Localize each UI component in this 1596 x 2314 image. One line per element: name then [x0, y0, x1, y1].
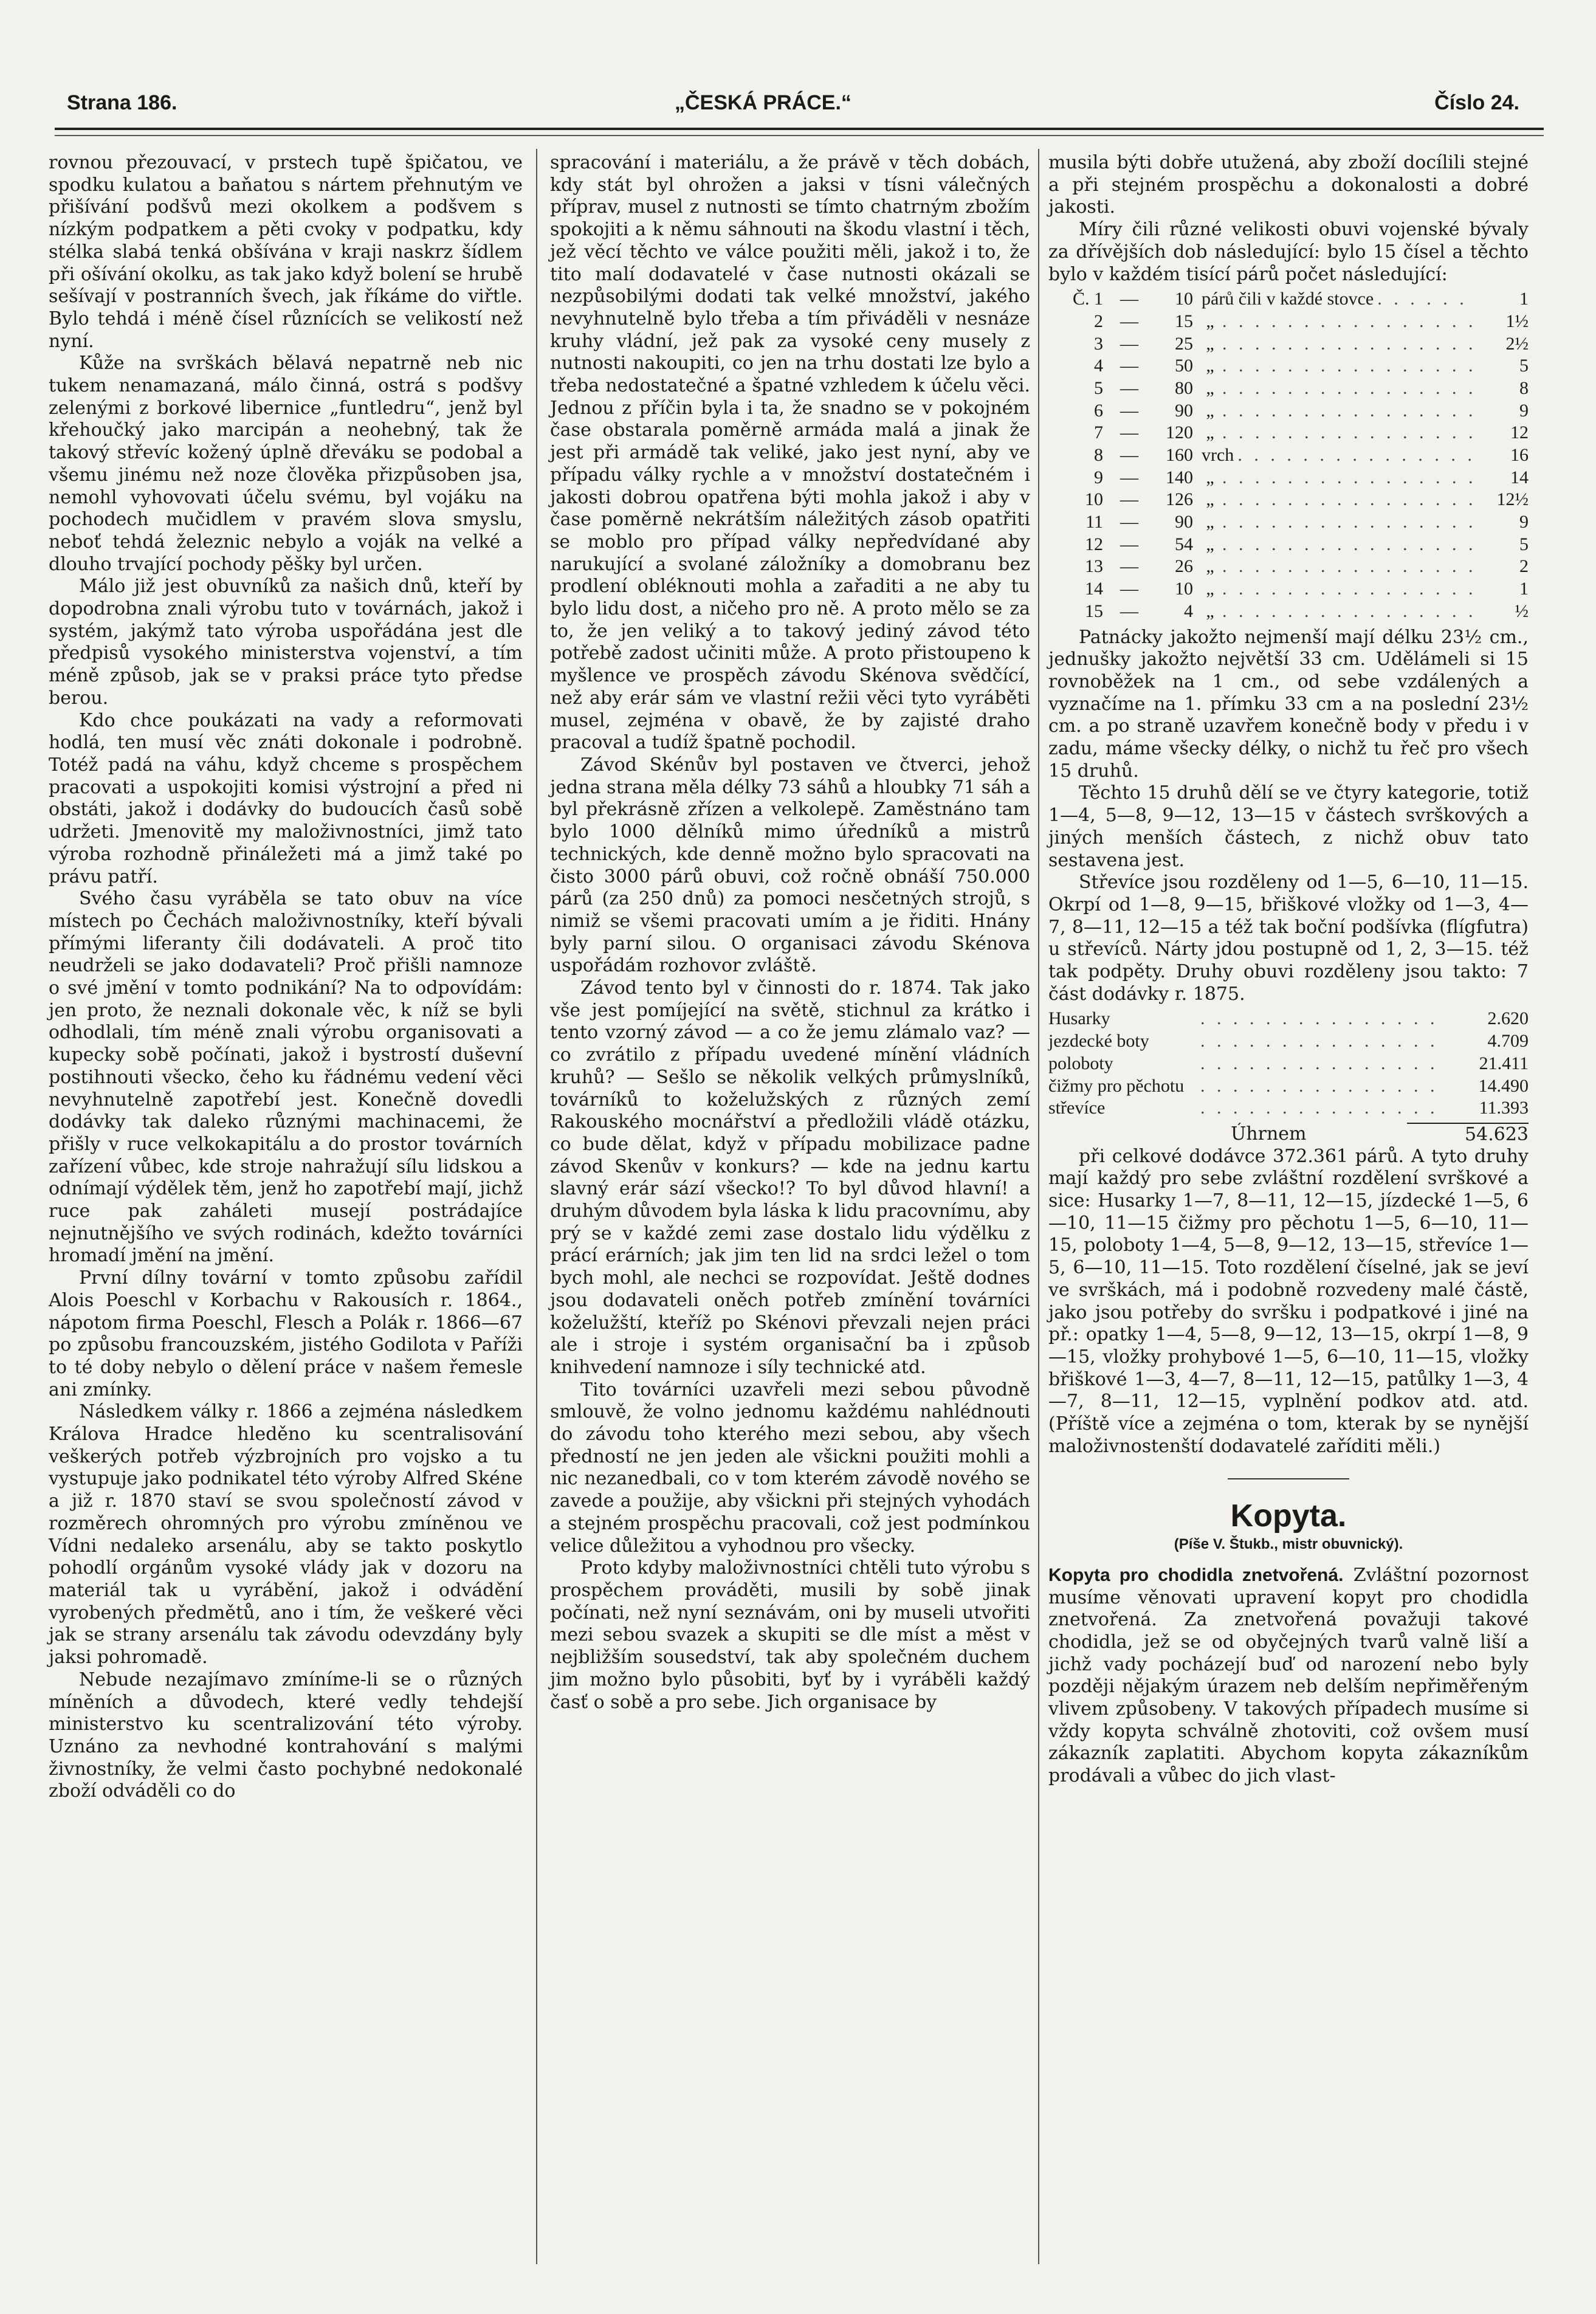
- size-number: 8: [1094, 445, 1103, 466]
- dash: —: [1120, 333, 1138, 354]
- per-hundred-value: 1: [1519, 579, 1529, 599]
- paragraph: Kůže na svrškách bělavá nepatrně neb nic tukem nenamazaná, málo činná, ostrá s podšvy zelenými z borkové libernice „funtledru“, jenž byl křehoučký jako marcipán a neohebný, tak že takový střevíc kožený úplně dřeváku se podobal a všemu jinému než noze člověka přizpůsoben jsa, nemohl vyhovovati účelu svému, byl vojáku na pochodech mučidlem v pravém slova smyslu, neboť tehdá železnic nebylo a voják na velké a dlouho trvající pochody pěšky byl určen.: [49, 353, 523, 575]
- per-hundred-value: 9: [1519, 400, 1529, 421]
- article-byline: (Píše V. Štukb., mistr obuvnický).: [1174, 1536, 1403, 1553]
- leader-dots: [1222, 556, 1474, 578]
- per-hundred-value: 2: [1519, 556, 1529, 577]
- ditto-mark: „: [1206, 377, 1214, 398]
- dash: —: [1120, 311, 1138, 331]
- dash: —: [1120, 422, 1138, 443]
- pair-count: 26: [1175, 556, 1193, 577]
- size-row: [1048, 489, 1529, 511]
- paragraph: musila býti dobře utužená, aby zboží docílili stejné a při stejném prospěchu a dokonalosti a dobré jakosti.: [1048, 152, 1529, 218]
- header-rule: [55, 128, 1544, 130]
- header-rule-thin: [55, 135, 1544, 136]
- paragraph: Proto kdyby maloživnostníci chtěli tuto výrobu s prospěchem prováděti, musili by sobě jinak počínati, než nyní seznávám, oni by museli utvořiti mezi sebou svazek a skupiti se dle míst a měst v nejbližším sousedství, tak aby společném duchem jim možno bylo působiti, byť by i vyráběli každý časť o sobě a pro sebe. Jich organisace by: [550, 1557, 1030, 1713]
- delivery-row: [1048, 1097, 1529, 1120]
- dash: —: [1120, 579, 1138, 599]
- ditto-mark: „: [1206, 467, 1214, 487]
- leader-dots: [1222, 467, 1474, 489]
- size-row: [1048, 534, 1529, 556]
- dash: —: [1120, 400, 1138, 421]
- delivery-row: [1048, 1008, 1529, 1030]
- section-divider: [1228, 1478, 1349, 1479]
- per-hundred-value: 1½: [1505, 311, 1529, 331]
- ditto-mark: „: [1206, 356, 1214, 376]
- page-header: [67, 91, 1519, 128]
- leader-dots: [1200, 1053, 1437, 1075]
- ditto-mark: „: [1206, 512, 1214, 532]
- size-number: Č. 1: [1072, 289, 1103, 309]
- leader-dots: [1222, 578, 1474, 601]
- pair-count: 80: [1175, 377, 1193, 398]
- size-row: [1048, 400, 1529, 422]
- footwear-type: jezdecké boty: [1048, 1031, 1149, 1052]
- pair-count: 140: [1166, 467, 1193, 487]
- dash: —: [1120, 489, 1138, 510]
- paragraph: Málo již jest obuvníků za našich dnů, kteří by dopodrobna znali výrobu tuto v továrnách, jakož i systém, jakýmž tato výroba uspořádána jest dle předpisů vysokého ministerstva vojenství, a tím méně způsob, jak se v praksi práce tyto předse berou.: [49, 576, 523, 709]
- leader-dots: [1200, 1097, 1437, 1120]
- leader-dots: [1222, 489, 1474, 511]
- article-title: Kopyta.: [1230, 1498, 1347, 1534]
- per-hundred-value: 12: [1510, 422, 1529, 443]
- size-number: 12: [1085, 534, 1103, 554]
- per-hundred-value: ½: [1515, 601, 1529, 621]
- pair-count: 120: [1166, 422, 1193, 443]
- size-row: [1048, 578, 1529, 601]
- paragraph: Následkem války r. 1866 a zejména následkem Králova Hradce hleděno ku scentralisování veškerých potřeb výzbrojních pro vojsko a tu vystupuje jako podnikatel této výroby Alfred Skéne a již r. 1870 staví se svou společností závod v rozměrech ohromných pro výrobu zmíněnou ve Vídni nedaleko arsenálu, aby se takto poskytlo pohodlí orgánům vysoké vlády jak v dozoru na materiál tak u vyrábění, jakož i odvádění vyrobených předmětů, ano i tím, že veškeré věci jak se strany arsenálu tak závodu odevzdány byly jaksi pohromadě.: [49, 1401, 523, 1668]
- size-row: [1048, 556, 1529, 578]
- dash: —: [1120, 601, 1138, 621]
- size-number: 4: [1094, 356, 1103, 376]
- paragraph: Nebude nezajímavo zmíníme-li se o různých míněních a důvodech, které vedly tehdejší ministerstvo ku scentralizování této výroby. Uznáno za nevhodné kontrahování s malými živnostníky, že velmi často pochybné nedokonalé zboží odváděli co do: [49, 1668, 523, 1802]
- delivery-row: [1048, 1030, 1529, 1053]
- size-row: [1048, 511, 1529, 534]
- size-row: [1048, 355, 1529, 377]
- size-number: 15: [1085, 601, 1103, 621]
- paragraph: Míry čili různé velikosti obuvi vojenské bývaly za dřívějších dob následující: bylo 15 čísel a těchto bylo v každém tisící párů počet následující:: [1048, 219, 1529, 285]
- leader-dots: [1222, 601, 1474, 623]
- paragraph: Závod Skénův byl postaven ve čtverci, jehož jedna strana měla délky 73 sáhů a hloubky 71 sáh a byl překrásně zřízen a velkolepě. Zaměstnáno tam bylo 1000 dělníků mimo úředníků a mistrů technických, kde denně možno bylo spracovati na čisto 3000 párů obuvi, což ročně obnáší 750.000 párů (za 250 dnů) za pomoci nesčetných strojů, s nimiž se všemi pracovati umím a je řiditi. Hnány byly parní silou. O organisaci závodu Skénova uspořádám rozhovor zvláště.: [550, 754, 1030, 977]
- pair-count: 11.393: [1479, 1098, 1529, 1118]
- column-3: [1048, 152, 1529, 1788]
- leader-dots: [1222, 355, 1474, 377]
- pair-count: 4: [1184, 601, 1193, 621]
- pair-count: 160: [1166, 445, 1193, 466]
- size-row: [1048, 333, 1529, 356]
- pair-count: 126: [1166, 489, 1193, 510]
- subheading: Kopyta pro chodidla znetvořená.: [1048, 1565, 1344, 1585]
- paragraph: rovnou přezouvací, v prstech tupě špičatou, ve spodku kulatou a baňatou s nártem přehnutým ve přišívání podšvů mezi okolkem a podšvem s nízkým podpatkem a pěti cvoky v podpatku, kdy stélka slabá tenká obšívána v kraji naskrz šídlem při ošívání okolku, as tak jako když bolení se hrubě sešívají v postranních švech, jak říkáme do viřtle. Bylo tehdá i méně čísel různících se velikostí než nyní.: [49, 152, 523, 352]
- leader-dots: [1200, 1008, 1437, 1030]
- footwear-type: čižmy pro pěchotu: [1048, 1075, 1185, 1096]
- pair-count: 2.620: [1487, 1008, 1529, 1029]
- paragraph: Patnácky jakožto nejmenší mají délku 23½ cm., jednušky jakožto největší 33 cm. Udělámeli si 15 rovnoběžek na 1 cm., od sebe vzdálených a vyznačíme na 1. přímku 33 cm a na poslední 23½ cm. a po straně uzavřem konečně body v předu i v zadu, máme všecky délky, o nichž tu řeč pro všech 15 druhů.: [1048, 626, 1529, 782]
- page-number: Strana 186.: [67, 91, 177, 114]
- ditto-mark: „: [1206, 556, 1214, 577]
- per-hundred-value: 8: [1519, 377, 1529, 398]
- paragraph: Těchto 15 druhů dělí se ve čtyry kategorie, totiž 1—4, 5—8, 9—12, 13—15 v částech svrškových a jiných menších částech, z nichž obuv tato sestavena jest.: [1048, 782, 1529, 871]
- paragraph: První dílny tovární v tomto způsobu zařídil Alois Poeschl v Korbachu v Rakousích r. 1864., nápotom firma Poeschl, Flesch a Polák r. 1866—67 po způsobu francouzském, jistého Godilota v Paříži to té doby nebylo o dělení práce v našem řemesle ani zmínky.: [49, 1267, 523, 1400]
- pair-count: 50: [1175, 356, 1193, 376]
- per-hundred-value: 5: [1519, 534, 1529, 554]
- size-number: 7: [1094, 422, 1103, 443]
- per-hundred-value: 16: [1510, 445, 1529, 466]
- leader-dots: [1200, 1030, 1437, 1053]
- footwear-type: střevíce: [1048, 1098, 1106, 1118]
- dash: —: [1120, 356, 1138, 376]
- leader-dots: [1222, 534, 1474, 556]
- delivery-total: [1048, 1123, 1529, 1146]
- size-number: 13: [1085, 556, 1103, 577]
- pair-count: 4.709: [1487, 1031, 1529, 1052]
- dash: —: [1120, 556, 1138, 577]
- delivery-row: [1048, 1075, 1529, 1098]
- per-hundred-value: 12½: [1496, 489, 1529, 510]
- pair-count: 90: [1175, 400, 1193, 421]
- size-note: vrch: [1202, 445, 1234, 466]
- size-row: [1048, 601, 1529, 623]
- leader-dots: [1377, 288, 1474, 311]
- leader-dots: [1222, 311, 1474, 333]
- paragraph: spracování i materiálu, a že právě v těch dobách, kdy stát byl ohrožen a jaksi v tísni válečných příprav, musel z nutnosti se tímto chatrným zbožím spokojiti a k němu sáhnouti na škodu vlastní i těch, jež věcí těchto ve válce použiti měli, jakož i to, že tito malí dodavatelé v čase nutnosti okázali se nezpůsobilými dodati tak velké množství, jakého nevyhnutelně bylo třeba a tím přiváděli v nesnáze kruhy vládní, jež pak za vysoké ceny musely z nutnosti nakoupiti, co jen na trhu dostati lze bylo a třeba nedostatečné a špatné vzhledem k účelu věci. Jednou z příčin byla i ta, že snadno se v pokojném čase obstarala poměrně armáda malá a jinak že jest při armádě tak veliké, jako jest nyní, aby ve případu války rychle a v množství dostatečném i jakosti dobrou opatřena býti mohla jakož i aby v čase poměrně nekrátším náležitých zásob opatřiti se moblo pro případ války nepředvídané aby narukující a svolané záložníky a domobranu bez prodlení obléknouti mohla a zařaditi a ne aby tu bylo lidu dost, a ničeho pro ně. A proto mělo se za to, že jen veliký a to takový jediný závod této potřebě zadost učiniti může. A proto přistoupeno k myšlence ve prospěch závodu Skénova svědčící, než aby erár sám ve vlastní režii věci tyto vyráběti musel, zejména v obavě, že by zajisté draho pracoval a tudíž špatně pochodil.: [550, 152, 1030, 754]
- per-hundred-value: 5: [1519, 356, 1529, 376]
- size-number: 3: [1094, 333, 1103, 354]
- size-number: 11: [1085, 512, 1103, 532]
- issue-number: Číslo 24.: [1434, 91, 1519, 114]
- size-number: 14: [1085, 579, 1103, 599]
- size-row: [1048, 311, 1529, 333]
- dash: —: [1120, 445, 1138, 466]
- ditto-mark: „: [1206, 601, 1214, 621]
- footwear-type: Husarky: [1048, 1008, 1110, 1029]
- size-table: [1048, 288, 1529, 622]
- ditto-mark: „: [1206, 311, 1214, 331]
- size-row: [1048, 288, 1529, 311]
- column-separator-1: [536, 149, 537, 2264]
- pair-count: 21.411: [1479, 1053, 1529, 1073]
- leader-dots: [1200, 1075, 1437, 1098]
- ditto-mark: „: [1206, 422, 1214, 443]
- total-value: 54.623: [1407, 1123, 1529, 1146]
- leader-dots: [1237, 444, 1474, 467]
- size-row: [1048, 467, 1529, 489]
- paragraph-with-subheading: [1048, 1565, 1529, 1788]
- dash: —: [1120, 467, 1138, 487]
- pair-count: 90: [1175, 512, 1193, 532]
- paragraph: Závod tento byl v činnosti do r. 1874. Tak jako vše jest pomíjející na světě, stichnul za krátko i tento vzorný závod — a co že jemu zlámalo vaz? — co zvrátilo z případu uvedené mínění vládních kruhů? — Sešlo se několik velkých průmyslníků, továrníků to koželužských z různých zemí Rakouského mocnářství a předložili vládě otázku, co bude dělat, když v případu mobilizace padne závod Skenův v konkurs? — kde na jednu kartu slavný erár sází všecko!? To byl důvod hlavní! a druhým důvodem byla láska k lidu pracovnímu, aby prý se v každé zemi zase dostalo lidu výdělku z prácí erárních; jak jim ten lid na srdci ležel o tom bych mohl, ale nechci se rozpovídat. Ještě dodnes jsou dodavateli oněch potřeb zmínění továrníci koželužští, kteříž po Skénovi převzali nejen práci ale i stroje i systém organisační ba i způsob knihvedení namnoze i síly technické atd.: [550, 977, 1030, 1378]
- size-row: [1048, 422, 1529, 444]
- size-number: 5: [1094, 377, 1103, 398]
- ditto-mark: „: [1206, 400, 1214, 421]
- column-separator-2: [1038, 149, 1039, 2264]
- pair-count: 10: [1175, 289, 1193, 309]
- paragraph: Svého času vyráběla se tato obuv na více místech po Čechách maloživnostníky, kteří bývali přímými liferanty čili dodávateli. A proč tito neudrželi se jako dodavateli? Proč přišli namnoze o své jmění v tomto podnikání? Na to odpovídám: jen proto, že neznali dokonale věc, k níž se byli odhodlali, tím méně znali výrobu organisovati a kupecky sobě počínati, jakož i bystrostí duševní postihnouti všecko, čeho ku řádnému vedení věci nevyhnutelně zapotřebí jest. Konečně dovedli dodávky tak daleko různými machinacemi, že přišly v ruce velkokapitálu a do prostor továrních zařízení vůbec, kde stroje nahražují sílu lidskou a odnímají výdělek těm, jenž ho zapotřebí mají, jichž ruce pak zaháleti musejí postrádajíce nejnutnějšího ve svých rodinách, kdežto továrníci hromadí jmění na jmění.: [49, 888, 523, 1267]
- footwear-type: poloboty: [1048, 1053, 1113, 1073]
- ditto-mark: „: [1206, 534, 1214, 554]
- publication-title: „ČESKÁ PRÁCE.“: [675, 91, 851, 114]
- pair-count: 25: [1175, 333, 1193, 354]
- per-hundred-value: 14: [1510, 467, 1529, 487]
- ditto-mark: „: [1206, 333, 1214, 354]
- paragraph: Tito továrníci uzavřeli mezi sebou původně smlouvě, že volno jednomu každému nahlédnouti do závodu toho kterého mezi sebou, aby všech předností ne jen jeden ale všickni použiti mohli a nic nezanedbali, co v tom kterém závodě nového se zavede a použije, aby všickni při stejných vyhodách a stejném prospěchu pracovali, což jest podmínkou velice důležitou a vyhodnou pro všecky.: [550, 1379, 1030, 1557]
- leader-dots: [1222, 400, 1474, 422]
- paragraph: při celkové dodávce 372.361 párů. A tyto druhy mají každý pro sebe zvláštní rozdělení svrškové a sice: Husarky 1—7, 8—11, 12—15, jízdecké 1—5, 6—10, 11—15 čižmy pro pěchotu 1—5, 6—10, 11—15, poloboty 1—4, 5—8, 9—12, 13—15, střevíce 1—5, 6—10, 11—15. Toto rozdělení číselné, jak se jeví ve svrškách, má i podobně rozvedeny malé částě, jako jsou potřeby do svršku i podpatkové i jiné na př.: opatky 1—4, 5—8, 9—12, 13—15, okrpí 1—8, 9—15, vložky prohybové 1—5, 6—10, 11—15, vložky břiškové 1—3, 4—7, 8—11, 12—15, patůlky 1—3, 4—7, 8—11, 12—15, vyplnění podkov atd. atd. (Příště více a zejména o tom, kterak by se nynější maloživnostenští dodavatelé zaříditi měli.): [1048, 1145, 1529, 1457]
- pair-count: 54: [1175, 534, 1193, 554]
- dash: —: [1120, 512, 1138, 532]
- leader-dots: [1222, 333, 1474, 356]
- paragraph-text: Zvláštní pozornost musíme věnovati upravení kopyt pro chodidla znetvořená. Za znetvořená považuji takové chodidla, jež se od obyčejných tvarů valně liší a jichž vady pocházejí buď od narození nebo byly později nějakým úrazem neb delším nepřiměřeným vlivem způsobeny. V takových případech musíme si vždy kopyta schválně zhotoviti, což ovšem musí zákazník zaplatiti. Abychom kopyta zákazníkům prodávali a vůbec do jich vlast-: [1048, 1564, 1529, 1787]
- dash: —: [1120, 289, 1138, 309]
- ditto-mark: „: [1206, 579, 1214, 599]
- dash: —: [1120, 534, 1138, 554]
- delivery-table: [1048, 1008, 1529, 1119]
- leader-dots: [1222, 511, 1474, 534]
- leader-dots: [1222, 377, 1474, 400]
- per-hundred-value: 9: [1519, 512, 1529, 532]
- pair-count: 10: [1175, 579, 1193, 599]
- ditto-mark: „: [1206, 489, 1214, 510]
- size-number: 6: [1094, 400, 1103, 421]
- total-label: Úhrnem: [1231, 1123, 1307, 1145]
- column-2: [550, 152, 1030, 1713]
- size-row: [1048, 444, 1529, 467]
- size-number: 10: [1085, 489, 1103, 510]
- dash: —: [1120, 377, 1138, 398]
- per-hundred-value: 1: [1519, 289, 1529, 309]
- paragraph: Střevíce jsou rozděleny od 1—5, 6—10, 11—15. Okrpí od 1—8, 9—15, břiškové vložky od 1—3, 4—7, 8—11, 12—15 a též tak boční podšívka (flígfutra) u střevíců. Nárty jdou postupně od 1, 2, 3—15. též tak podpěty. Druhy obuvi rozděleny jsou takto: 7 část dodávky r. 1875.: [1048, 872, 1529, 1005]
- pair-count: 15: [1175, 311, 1193, 331]
- leader-dots: [1222, 422, 1474, 444]
- column-1: [49, 152, 523, 1803]
- delivery-row: [1048, 1053, 1529, 1075]
- per-hundred-value: 2½: [1505, 333, 1529, 354]
- size-row: [1048, 377, 1529, 400]
- size-note: párů čili v každé stovce: [1202, 289, 1374, 309]
- size-number: 2: [1094, 311, 1103, 331]
- paragraph: Kdo chce poukázati na vady a reformovati hodlá, ten musí věc znáti dokonale i podrobně. Totéž padá na váhu, když chceme s prospěchem pracovati a uspokojiti komisi výstrojní a před ni obstáti, jakož i dodávky do budoucích časů sobě udržeti. Jmenovitě my maloživnostníci, jimž tato výroba rozhodně přináležeti má a jimž také po právu patří.: [49, 709, 523, 887]
- size-number: 9: [1094, 467, 1103, 487]
- pair-count: 14.490: [1478, 1075, 1529, 1096]
